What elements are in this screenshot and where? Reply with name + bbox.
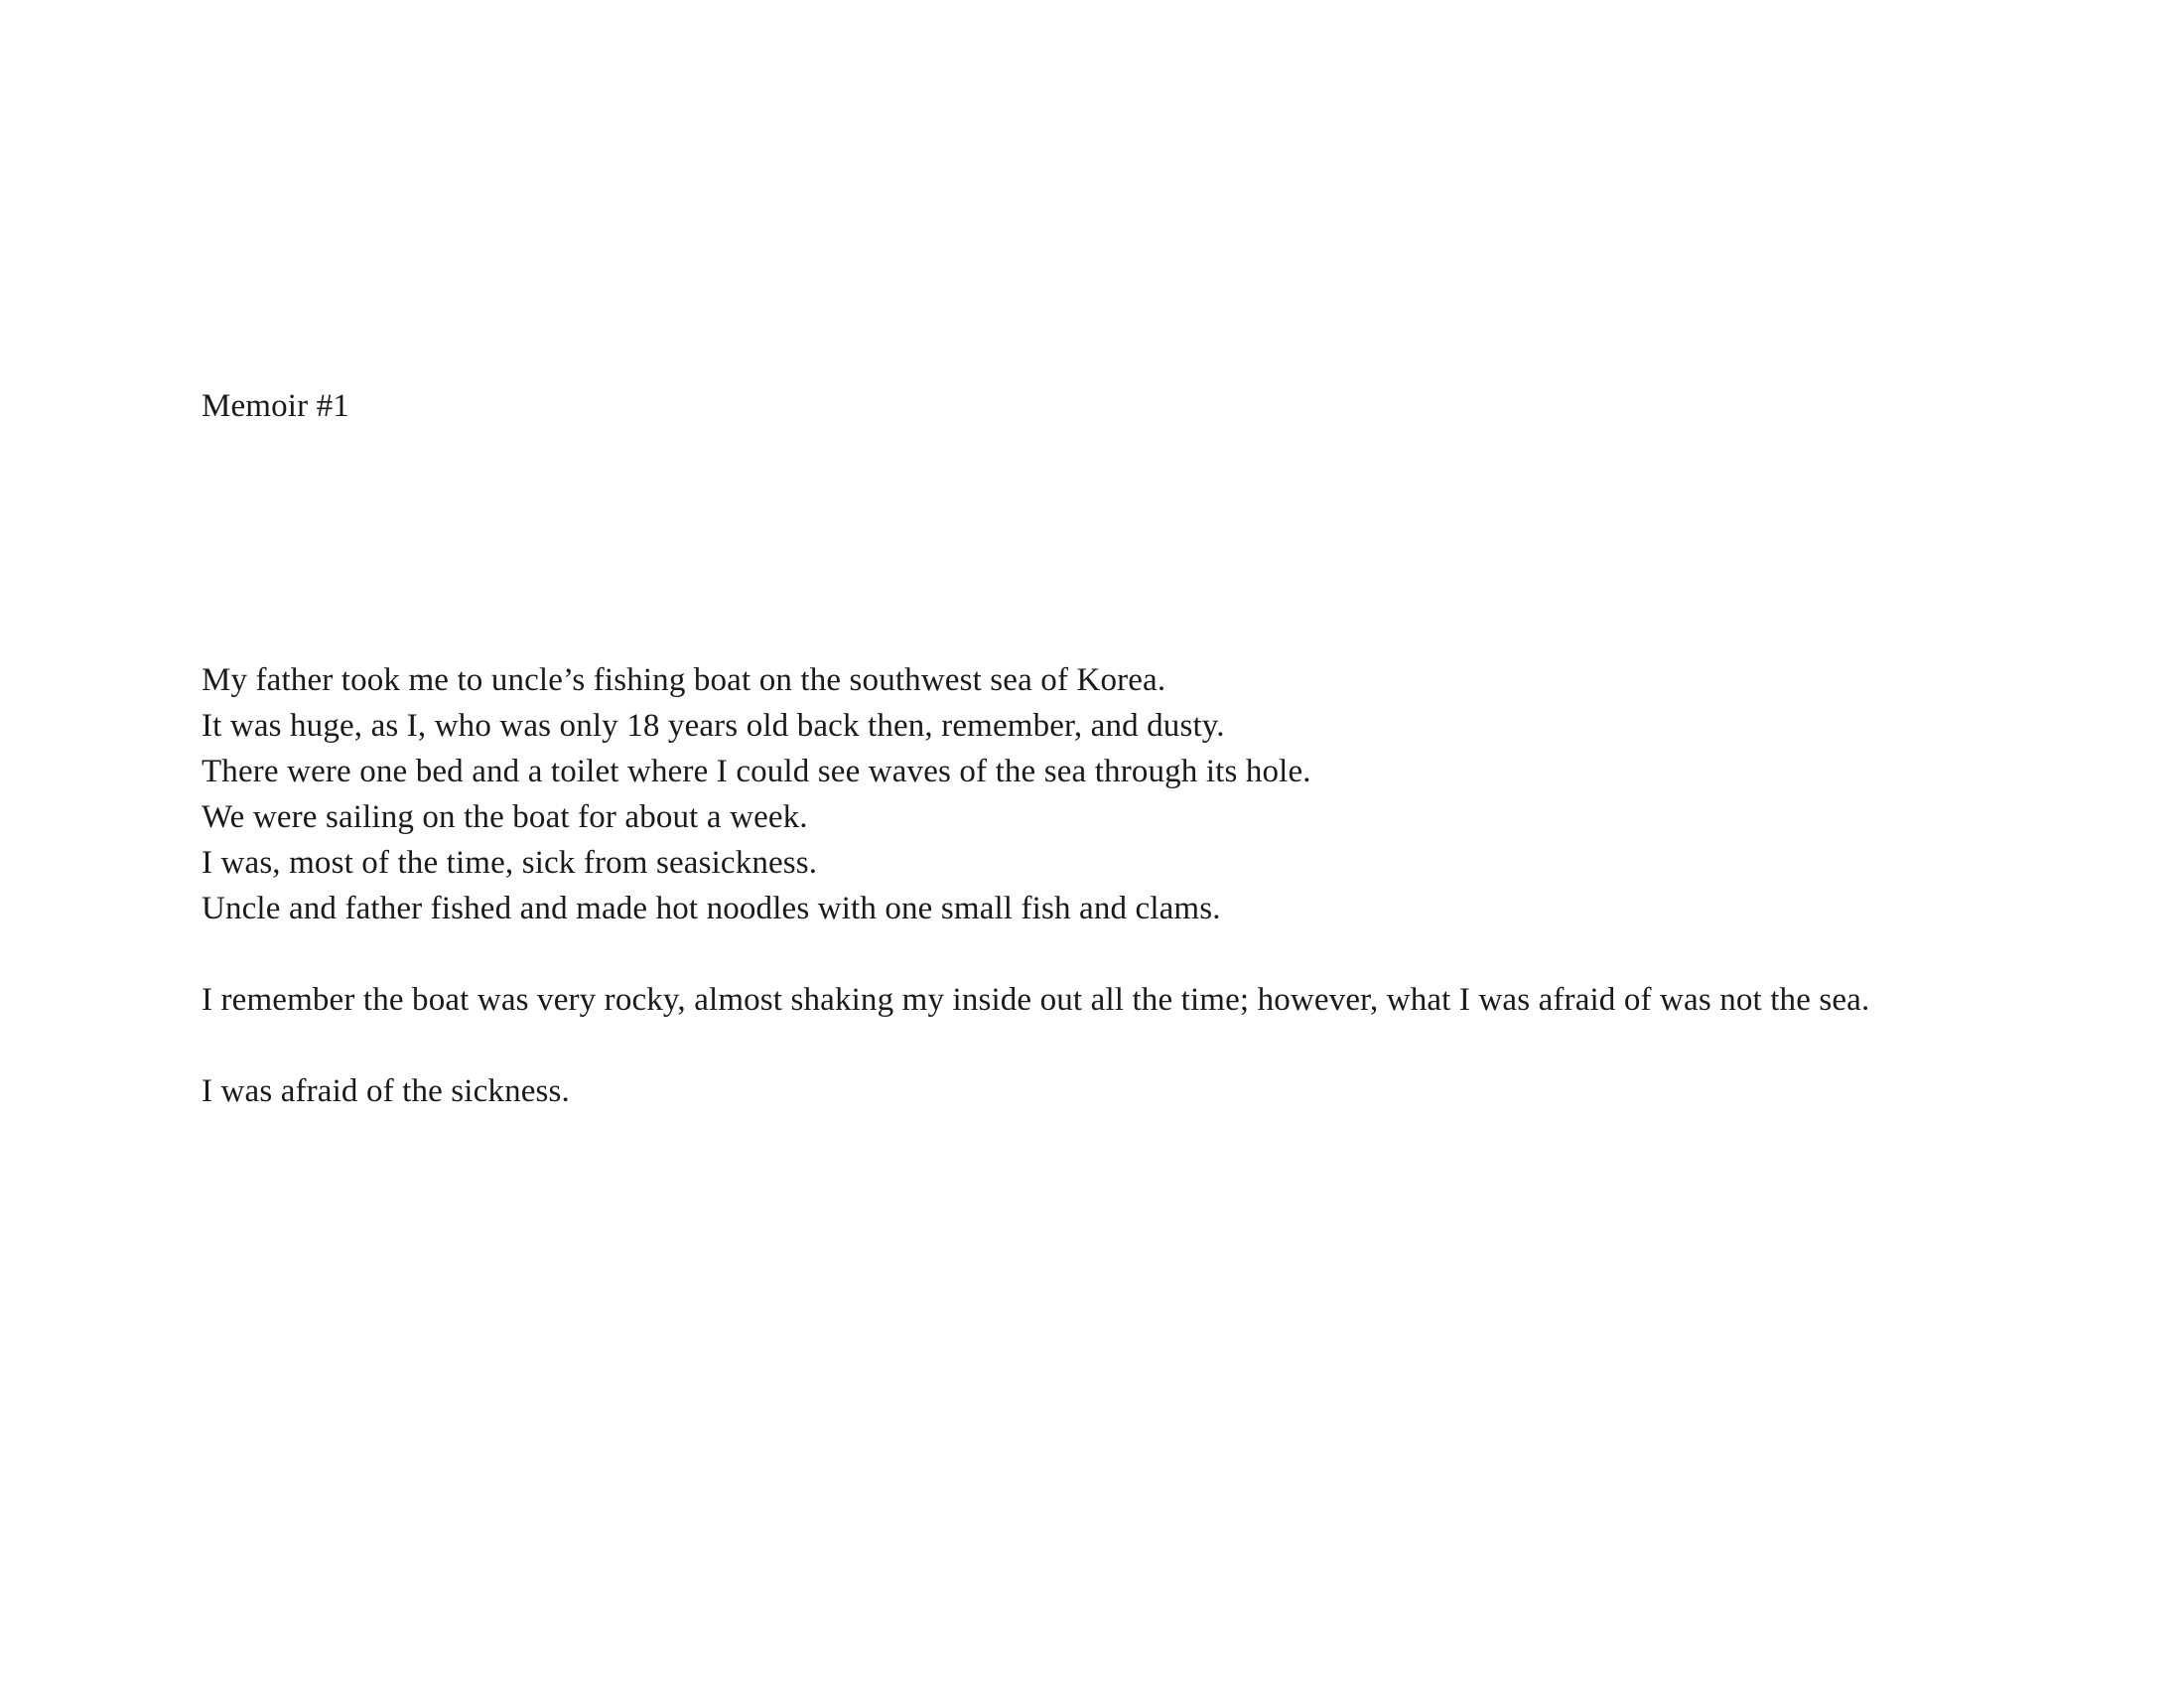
body-line: My father took me to uncle’s fishing boat on the southwest sea of Korea. xyxy=(202,662,1166,698)
body-line: There were one bed and a toilet where I could see waves of the sea through its hole. xyxy=(202,754,1311,789)
document-body xyxy=(202,657,2028,1114)
body-line: I was, most of the time, sick from seasickness. xyxy=(202,845,818,881)
paragraph-spacer xyxy=(202,931,2028,977)
stanza-1 xyxy=(202,657,2028,931)
paragraph-afraid-of-sickness: I was afraid of the sickness. xyxy=(202,1073,570,1109)
paragraph-spacer xyxy=(202,1023,2028,1068)
body-line: It was huge, as I, who was only 18 years old back then, remember, and dusty. xyxy=(202,708,1225,744)
paragraph-boat-rocky: I remember the boat was very rocky, almost shaking my inside out all the time; however, what I was afraid of was not the sea. xyxy=(202,982,1870,1018)
body-line: Uncle and father fished and made hot noodles with one small fish and clams. xyxy=(202,891,1221,926)
document-title: Memoir #1 xyxy=(202,388,349,424)
body-line: We were sailing on the boat for about a week. xyxy=(202,799,808,835)
